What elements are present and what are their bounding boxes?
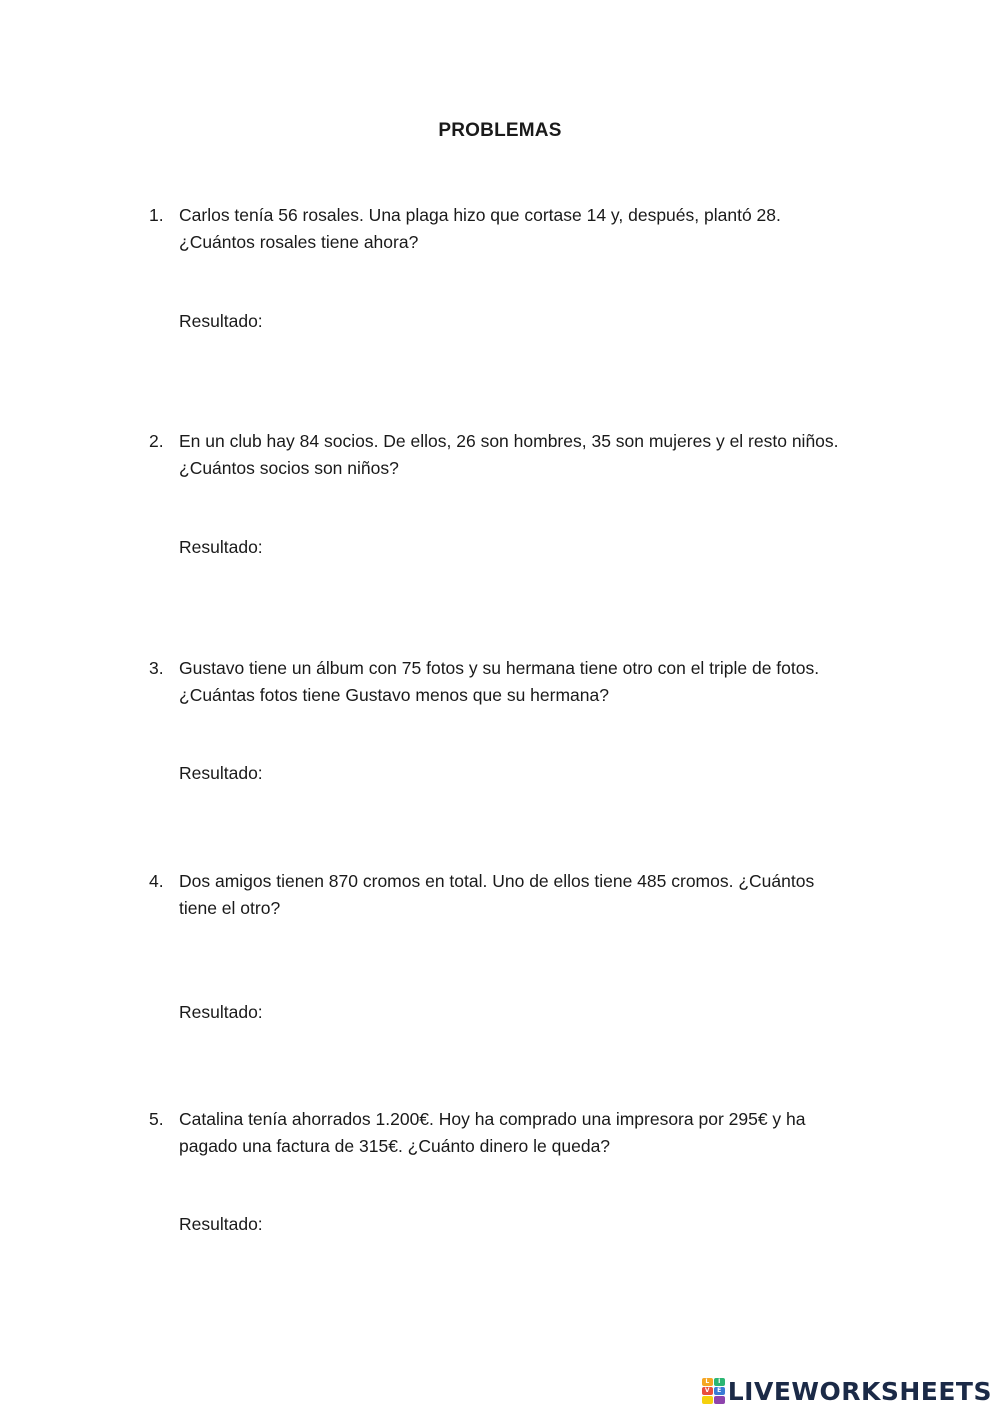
problem-text-line-1: Carlos tenía 56 rosales. Una plaga hizo que cortase 14 y, después, plantó 28. [179,205,781,225]
logo-mark-tile: L [702,1378,713,1386]
logo-mark-icon [702,1378,725,1404]
problem-text-line-2: ¿Cuántos rosales tiene ahora? [179,232,419,252]
problem-5 [149,1106,869,1160]
problem-3 [149,655,869,709]
problem-text-line-1: En un club hay 84 socios. De ellos, 26 son hombres, 35 son mujeres y el resto niños. [179,431,839,451]
logo-mark-tile: V [702,1387,713,1395]
problem-text-line-1: Catalina tenía ahorrados 1.200€. Hoy ha comprado una impresora por 295€ y ha [179,1109,806,1129]
problem-number: 4. [149,871,164,891]
problem-1 [149,202,869,256]
problem-text-line-2: ¿Cuántos socios son niños? [179,458,399,478]
logo-mark-tile: E [714,1387,725,1395]
result-label-3: Resultado: [179,763,263,783]
problem-number: 3. [149,658,164,678]
problem-number: 2. [149,431,164,451]
problem-4 [149,868,869,922]
page-title: PROBLEMAS [438,120,562,141]
problem-text-line-1: Dos amigos tienen 870 cromos en total. Uno de ellos tiene 485 cromos. ¿Cuántos [179,871,815,891]
result-label-2: Resultado: [179,537,263,557]
problem-number: 5. [149,1109,164,1129]
problem-number: 1. [149,205,164,225]
problem-text-line-2: tiene el otro? [179,898,281,918]
problem-2 [149,428,869,482]
problem-text-line-1: Gustavo tiene un álbum con 75 fotos y su hermana tiene otro con el triple de fotos. [179,658,820,678]
liveworksheets-logo [702,1377,992,1405]
logo-text: LIVEWORKSHEETS [727,1376,992,1406]
problem-text-line-2: pagado una factura de 315€. ¿Cuánto dinero le queda? [179,1136,611,1156]
logo-mark-tile: I [714,1378,725,1386]
result-label-1: Resultado: [179,311,263,331]
logo-mark-tile [702,1396,713,1404]
logo-mark-tile [714,1396,725,1404]
result-label-5: Resultado: [179,1214,263,1234]
result-label-4: Resultado: [179,1002,263,1022]
problem-text-line-2: ¿Cuántas fotos tiene Gustavo menos que su hermana? [179,685,609,705]
